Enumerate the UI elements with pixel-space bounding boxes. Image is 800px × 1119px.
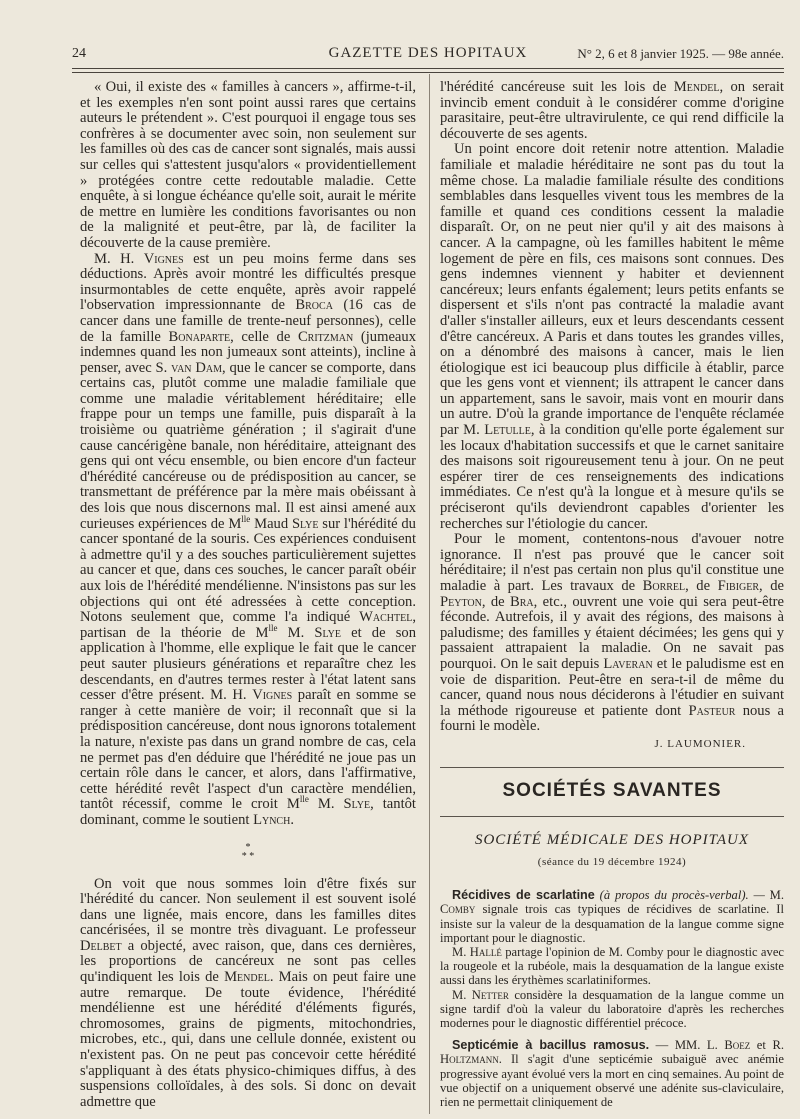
left-column bbox=[80, 80, 416, 1110]
header-rule bbox=[72, 68, 784, 69]
journal-title: GAZETTE DES HOPITAUX bbox=[328, 45, 528, 61]
proceedings-item: Récidives de scarlatine (à propos du procès-verbal). — M. Comby signale trois cas typiques de récidives de scarlatine. Il insiste sur la valeur de la desquamation de la langue comme signe important pour le diagnostic. bbox=[440, 888, 784, 945]
paragraph: l'hérédité cancéreuse suit les lois de Mendel, on serait invincib ement conduit à le considérer comme d'origine parasitaire, peut-être ultravirulente, ce qui rend difficile la découverte de ses agents. bbox=[440, 79, 784, 142]
proceedings-item: Septicémie à bacillus ramosus. — MM. L. Boez et R. Holtzmann. Il s'agit d'une septicémie subaiguë avec anémie progressive ayant évolué vers la mort en cinq semaines. Au point de vue objectif on a uniquement observé une adénite sus-claviculaire, rien ne permettait cliniquement de bbox=[440, 1038, 785, 1109]
page-header bbox=[72, 44, 784, 66]
paragraph: M. H. Vignes est un peu moins ferme dans ses déductions. Après avoir montré les difficultés presque insurmontables de cette enquête, après avoir rappelé l'observation impressionnante de Broca (16 cas de cancer dans une famille de trente-neuf personnes), celle de la famille Bonaparte, celle de Critzman (jumeaux indemnes quand les non jumeaux sont atteints), incline à penser, avec S. van Dam, que le cancer se comporte, dans certains cas, plutôt comme une maladie familiale que comme une maladie véritablement héréditaire; elle frappe pour un temps une famille, puis disparaît à la troisième ou quatrième génération ; il s'agirait d'une cause cancérigène banale, non héréditaire, atteignant des gens qui ont vécu ensemble, ou bien encore d'un facteur d'hérédité cancéreuse ou de prédisposition au cancer, se transmettant de préférence par la mère mais obéissant à des lois que nous discernons mal. Il est ainsi amené aux curieuses expériences de $M^{lle}$ Maud Slye sur l'hérédité du cancer spontané de la souris. Ces expériences conduisent à admettre qu'il y a des souches particulièrement sujettes au cancer et que, dans ces souches, le cancer paraît obéir aux lois de l'hérédité mendélienne. N'insistons pas sur les objections qui ont été adressées à cette conception. Notons seulement que, comme l'a indiqué Wachtel, partisan de la théorie de $M^{lle}$ M. Slye et de son application à l'homme, elle explique le fait que le cancer peut sauter plusieurs générations et reparaître chez les descendants, en d'autres termes rester à l'état latent sans cesser d'être présent. M. H. Vignes paraît en somme se ranger à cette manière de voir; il reconnaît que si la prédisposition cancéreuse, dont nous ignorons totalement la nature, n'existe pas dans un grand nombre de cas, cela ne permet pas d'en déduire que l'hérédité ne joue pas un certain rôle dans le cancer, et alors, dans l'affirmative, cette hérédité revêt l'aspect d'un caractère mendélien, tantôt récessif, comme le croit $M^{lle}$ M. Slye, tantôt dominant, comme le soutient Lynch. bbox=[80, 250, 417, 828]
society-name: SOCIÉTÉ MÉDICALE DES HOPITAUX bbox=[474, 831, 750, 848]
section-rule-bottom bbox=[440, 816, 784, 817]
section-title: SOCIÉTÉS SAVANTES bbox=[502, 779, 722, 801]
page-number: 24 bbox=[72, 46, 86, 61]
section-rule-top bbox=[440, 767, 784, 768]
author-signature: J. LAUMONIER. bbox=[654, 737, 746, 750]
paragraph: Pour le moment, contentons-nous d'avouer notre ignorance. Il n'est pas prouvé que le cancer soit héréditaire; il n'est pas certain non plus qu'il constitue une maladie à part. Les travaux de Borrel, de Fibiger, de Peyton, de Bra, etc., ouvrent une voie qui sera peut-être féconde. Autrefois, il y avait des régions, des maisons à paludisme; des familles y étaient décimées; les gens qui y passaient attrapaient la maladie. On ne savait pas pourquoi. On le sait depuis Laveran et le paludisme est en voie de disparition. Peut-être en sera-t-il de même du cancer, quand nous nous déciderons à l'étudier en suivant la méthode rigoureuse et patiente dont Pasteur nous a fourni le modèle. bbox=[440, 531, 784, 735]
section-separator-stars: * * * bbox=[241, 841, 255, 862]
column-divider bbox=[429, 74, 430, 1114]
session-date: (séance du 19 décembre 1924) bbox=[537, 855, 687, 868]
proceedings-item: M. Hallé partage l'opinion de M. Comby pour le diagnostic avec la rougeole et la rubéole, mais la desquamation de la langue existe aussi dans les érythèmes scarlatiniformes. bbox=[440, 944, 785, 988]
right-column bbox=[440, 80, 784, 1109]
paragraph: Un point encore doit retenir notre attention. Maladie familiale et maladie héréditaire ne sont pas du tout la même chose. La maladie familiale résulte des conditions semblables dans lesquelles vivent tous les membres de la famille et quand ces conditions cessent la maladie disparaît. Or, on ne peut nier qu'il y ait des maisons à cancer. A la campagne, où les familles habitent le même logement de père en fils, ces maisons sont connues. Des gens indemnes viennent y habiter et deviennent cancéreux; leurs enfants également; leurs petits enfants se dispersent et s'ils n'ont pas contracté la maladie avant d'aller s'installer ailleurs, eux et leurs descendants cessent d'être cancéreux. A Paris et dans toutes les grandes villes, on a dénombré des maisons à cancer, mais le lien étiologique est ici beaucoup plus difficile à établir, parce que les gens vont et viennent; ils attrapent le cancer dans un appartement, sans le savoir, mais vont en mourir dans un autre. D'où la grande importance de l'enquête réclamée par M. Letulle, à la condition qu'elle porte également sur les locaux d'habitation successifs et que le carnet sanitaire des maisons soit rigoureusement tenu à jour. On ne peut espérer tirer de ces renseignements des indications immédiates. Ce n'est qu'à la longue et à mesure qu'ils se préciseront qu'ils deviendront capables d'orienter les recherches sur l'étiologie du cancer. bbox=[440, 141, 784, 532]
paragraph: On voit que nous sommes loin d'être fixés sur l'hérédité du cancer. Non seulement il est souvent isolé dans une lignée, mais encore, dans les familles dites cancérisées, il se montre très divaguant. Le professeur Delbet a objecté, avec raison, que, dans ces dernières, les proportions de cancéreux ne sont pas celles qu'indiquent les lois de Mendel. Mais on peut faire une autre remarque. De toute évidence, l'hérédité mendélienne est une hérédité d'éléments figurés, chromosomes, grains de pigments, mitochondries, microbes, etc., qui, dans une cellule donnée, existent ou n'existent pas. On ne peut pas concevoir cette hérédité s'appliquant à des états physico-chimiques diffus, à des suspensions colloïdales, à des sols. Si donc on devait admettre que bbox=[80, 875, 416, 1110]
issue-info: N° 2, 6 et 8 janvier 1925. — 98e année. bbox=[577, 46, 784, 61]
paragraph: « Oui, il existe des « familles à cancers », affirme-t-il, et les exemples n'en sont point aussi rares que certains auteurs le prétendent ». C'est pourquoi il engage tous ses confrères à se documenter avec soin, non seulement sur les familles où des cas de cancer sont signalés, mais aussi sur celles qui s'attestent jusqu'alors « providentiellement » protégées contre cette redoutable maladie. Cette enquête, à si longue échéance qu'elle soit, aurait le mérite de mettre en lumière les conditions favorisantes ou non de la malignité et peut-être, par là, de faciliter la découverte de la cause première. bbox=[80, 79, 416, 251]
proceedings-item: M. Netter considère la desquamation de la langue comme un signe tardif d'où la valeur du laboratoire d'après les recherches modernes pour le diagnostic différentiel précoce. bbox=[440, 987, 784, 1030]
proceedings bbox=[440, 888, 784, 1109]
header-rule-thin bbox=[72, 72, 784, 73]
